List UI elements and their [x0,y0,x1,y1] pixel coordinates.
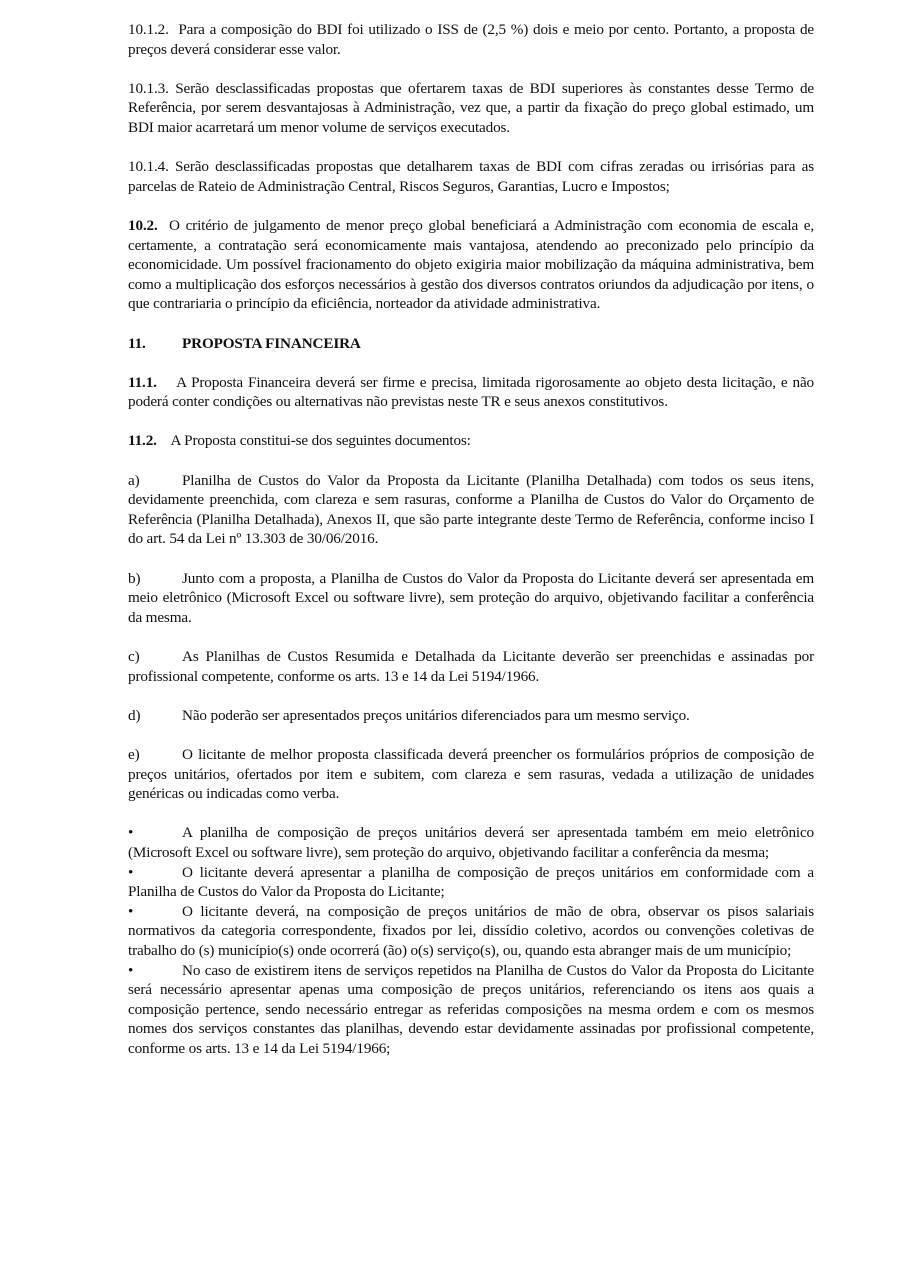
bullet-text: No caso de existirem itens de serviços repetidos na Planilha de Custos do Valor da Proposta do Licitante será necessário apresentar apenas uma composição de preços unitários, referenciando os itens aos quais a composição pertence, sendo necessário entregar as referidas composições na mesma ordem e com os mesmos nomes dos serviços constantes das planilhas, devendo estar devidamente assinadas por profissional competente, conforme os arts. 13 e 14 da Lei 5194/1966; [128,961,814,1057]
bullet-item [128,961,814,1059]
clause-text: Para a composição do BDI foi utilizado o ISS de (2,5 %) dois e meio por cento. Portanto, a proposta de preços deverá considerar esse valor. [128,21,815,58]
item-label: a) [128,471,140,489]
item-c [128,647,814,686]
clause-11-2 [128,431,814,451]
item-e [128,745,814,804]
bullet-icon: • [128,863,134,881]
bullet-text: O licitante deverá apresentar a planilha de composição de preços unitários em conformidade com a Planilha de Custos do Valor da Proposta do Licitante; [128,863,814,901]
clause-text: A Proposta Financeira deverá ser firme e precisa, limitada rigorosamente ao objeto desta licitação, e não poderá conter condições ou alternativas não previstas neste TR e seus anexos constitutivos. [128,373,814,411]
item-text: O licitante de melhor proposta classificada deverá preencher os formulários próprios de composição de preços unitários, ofertados por item e subitem, com clareza e sem rasuras, vedada a utilização de unidades genéricas ou indicadas como verba. [128,745,814,803]
bullet-icon: • [128,961,134,979]
clause-text: O critério de julgamento de menor preço global beneficiará a Administração com economia de escala e, certamente, a contratação será economicamente mais vantajosa, atendendo ao preconizado pelo princípio da economicidade. Um possível fracionamento do objeto exigiria maior mobilização da máquina administrativa, bem como a multiplicação dos esforços necessários à gestão dos diversos contratos oriundos da adjudicação por itens, o que contrariaria o princípio da eficiência, norteador da atividade administrativa. [128,216,815,313]
section-title: PROPOSTA FINANCEIRA [182,334,361,352]
item-label: b) [128,569,141,587]
clause-text: A Proposta constitui-se dos seguintes documentos: [170,432,471,450]
clause-number: 10.1.3. [128,79,169,97]
bullet-item [128,863,814,902]
clause-10-1-2 [128,20,814,59]
clause-number: 10.1.2. [128,21,169,38]
bullet-item [128,823,814,862]
item-label: d) [128,706,141,724]
item-label: e) [128,745,140,763]
clause-text: Serão desclassificadas propostas que ofertarem taxas de BDI superiores às constantes desse Termo de Referência, por serem desvantajosas à Administração, vez que, a partir da fixação do preço global estimado, um BDI maior acarretará um menor volume de serviços executados. [128,79,815,136]
section-number: 11. [128,334,146,352]
bullet-item [128,902,814,961]
item-text: Planilha de Custos do Valor da Proposta da Licitante (Planilha Detalhada) com todos os seus itens, devidamente preenchida, com clareza e sem rasuras, conforme a Planilha de Custos do Valor do Orçamento de Referência (Planilha Detalhada), Anexos II, que são parte integrante deste Termo de Referência, conforme inciso I do art. 54 da Lei nº 13.303 de 30/06/2016. [128,471,814,548]
clause-number: 11.2. [128,432,157,450]
item-text: As Planilhas de Custos Resumida e Detalhada da Licitante deverão ser preenchidas e assinadas por profissional competente, conforme os arts. 13 e 14 da Lei 5194/1966. [128,648,814,685]
clause-11-1 [128,373,814,412]
item-text: Junto com a proposta, a Planilha de Custos do Valor da Proposta do Licitante deverá ser apresentada em meio eletrônico (Microsoft Excel ou software livre), sem proteção do arquivo, objetivando facilitar a conferência da mesma. [128,569,814,626]
item-b [128,569,814,628]
item-label: c) [128,648,140,665]
bullet-text: A planilha de composição de preços unitários deverá ser apresentada também em meio eletrônico (Microsoft Excel ou software livre), sem proteção do arquivo, objetivando facilitar a conferência da mesma; [128,824,814,861]
bullet-icon: • [128,824,134,842]
section-heading-11 [128,334,814,354]
clause-10-1-3 [128,79,814,138]
clause-10-1-4 [128,157,814,196]
bullet-icon: • [128,902,134,920]
clause-number: 10.2. [128,216,158,234]
item-d [128,706,814,726]
bullet-text: O licitante deverá, na composição de preços unitários de mão de obra, observar os pisos salariais normativos da categoria correspondente, fixados por lei, dissídio coletivo, acordos ou convenções coletivas de trabalho do (s) município(s) onde ocorrerá (ão) o(s) serviço(s), ou, quando esta abranger mais de um município; [128,902,814,959]
document-page [128,20,814,1058]
clause-number: 11.1. [128,373,157,391]
clause-10-2 [128,216,814,314]
clause-number: 10.1.4. [128,158,169,176]
item-a [128,471,814,549]
clause-text: Serão desclassificadas propostas que detalharem taxas de BDI com cifras zeradas ou irrisórias para as parcelas de Rateio de Administração Central, Riscos Seguros, Garantias, Lucro e Impostos; [128,158,814,195]
item-text: Não poderão ser apresentados preços unitários diferenciados para um mesmo serviço. [182,706,690,724]
